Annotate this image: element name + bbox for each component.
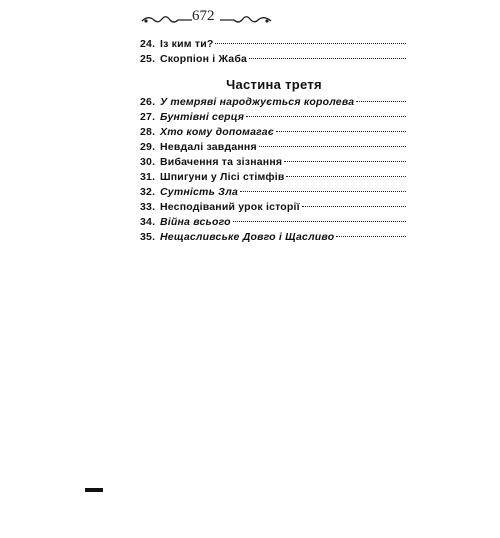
toc-entry-number: 34.	[140, 216, 156, 228]
toc-entry-title: Невдалі завдання	[160, 141, 257, 153]
toc-entry-number: 27.	[140, 111, 156, 123]
toc-entry-title: Бунтівні серця	[160, 111, 245, 123]
page-header	[140, 8, 270, 30]
toc-entry-page	[140, 38, 500, 538]
toc-entry-number: 32.	[140, 186, 156, 198]
flourish-right-icon	[218, 12, 273, 26]
toc-entry-title: Шпигуни у Лісі стімфів	[160, 171, 285, 183]
table-of-contents	[140, 38, 408, 246]
toc-entry-title: Несподіваний урок історії	[160, 201, 300, 213]
toc-entry-title: У темряві народжується королева	[160, 96, 355, 108]
toc-entry-number: 24.	[140, 38, 156, 50]
toc-entry-title: Сутність Зла	[160, 186, 238, 198]
toc-entry	[140, 231, 408, 246]
toc-entry-number: 35.	[140, 231, 156, 243]
toc-entry-number: 29.	[140, 141, 156, 153]
toc-entry-title: Війна всього	[160, 216, 231, 228]
toc-entry-number: 33.	[140, 201, 156, 213]
part-three-heading: Частина третя	[226, 77, 322, 92]
toc-entry-number: 25.	[140, 53, 156, 65]
toc-entry-title: Хто кому допомагає	[160, 126, 274, 138]
toc-entry-number: 28.	[140, 126, 156, 138]
flourish-left-icon	[140, 12, 195, 26]
toc-part-three-entries	[140, 96, 408, 246]
toc-entry-title: Вибачення та зізнання	[160, 156, 283, 168]
toc-entry-title: Із ким ти?	[160, 38, 214, 50]
page-number: 672	[192, 8, 215, 24]
toc-entry-title: Нещасливське Довго і Щасливо	[160, 231, 335, 243]
toc-entry-number: 31.	[140, 171, 156, 183]
toc-entry-title: Скорпіон і Жаба	[160, 53, 248, 65]
scan-mark	[85, 488, 103, 492]
toc-entry-number: 30.	[140, 156, 156, 168]
toc-entry-number: 26.	[140, 96, 156, 108]
